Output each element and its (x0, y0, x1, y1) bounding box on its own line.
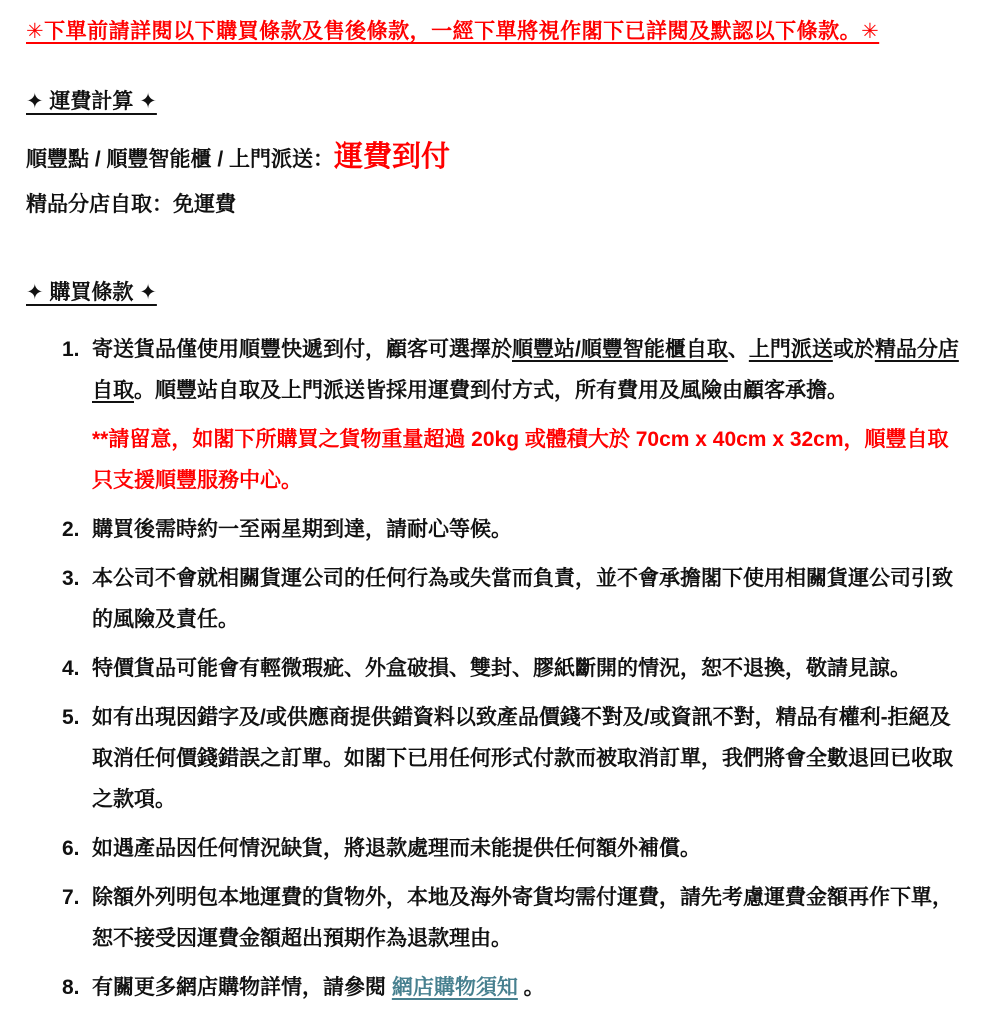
term-1-number: 1. (62, 338, 80, 361)
term-8-text-post: 。 (517, 976, 545, 999)
term-6-number: 6. (62, 837, 80, 860)
term-item-3 (26, 558, 969, 640)
purchase-terms-heading: ✦ 購買條款 ✦ (26, 281, 157, 304)
purchase-terms-section (26, 279, 969, 307)
term-8-body (92, 967, 969, 1008)
door-delivery-underlined: 上門派送 (748, 338, 833, 361)
sf-station-pickup-underlined: 順豐站/順豐智能櫃自取 (512, 338, 728, 361)
term-6-text: 如遇產品因任何情況缺貨，將退款處理而未能提供任何額外補償。 (92, 837, 701, 860)
freight-collect-value: 運費到付 (334, 141, 451, 173)
term-item-7 (26, 877, 969, 959)
pre-order-notice: ✳下單前請詳閱以下購買條款及售後條款，一經下單將視作閣下已詳閱及默認以下條款。✳ (26, 20, 880, 43)
term-8-number: 8. (62, 976, 80, 999)
term-2-text: 購買後需時約一至兩星期到達，請耐心等候。 (92, 518, 512, 541)
term-item-5 (26, 697, 969, 820)
online-shop-guide-link[interactable]: 網店購物須知 (391, 976, 518, 999)
term-7-text: 除額外列明包本地運費的貨物外，本地及海外寄貨均需付運費，請先考慮運費金額再作下單，恕不接受因運費金額超出預期作為退款理由。 (92, 886, 953, 950)
term-item-1 (26, 329, 969, 501)
term-5-text: 如有出現因錯字及/或供應商提供錯資料以致產品價錢不對及/或資訊不對，精品有權利-拒絕及取消任何價錢錯誤之訂單。如閣下已用任何形式付款而被取消訂單，我們將會全數退回已收取之款項。 (92, 706, 953, 811)
weight-limit-note: **請留意，如閣下所購買之貨物重量超過 20kg 或體積大於 70cm x 40cm x 32cm，順豐自取只支援順豐服務中心。 (92, 428, 949, 492)
term-3-text: 本公司不會就相關貨運公司的任何行為或失當而負責，並不會承擔閣下使用相關貨運公司引致的風險及責任。 (92, 567, 953, 631)
term-1-body (92, 329, 969, 501)
term-item-6 (26, 828, 969, 869)
term-5-number: 5. (62, 706, 80, 729)
shipping-methods-label: 順豐點 / 順豐智能櫃 / 上門派送： (26, 148, 335, 171)
term-item-4 (26, 648, 969, 689)
term-1-text-b: 。順豐站自取及上門派送皆採用運費到付方式，所有費用及風險由顧客承擔。 (134, 379, 848, 402)
term-1-text-mid: 或於 (832, 338, 875, 361)
terms-list (26, 329, 969, 1008)
shipping-methods-line (26, 140, 969, 177)
shipping-section (26, 46, 969, 116)
term-4-text: 特價貨品可能會有輕微瑕疵、外盒破損、雙封、膠紙斷開的情況，恕不退換，敬請見諒。 (92, 657, 911, 680)
term-8-text-pre: 有關更多網店購物詳情，請參閱 (92, 976, 392, 999)
term-1-text-a: 寄送貨品僅使用順豐快遞到付，顧客可選擇於 (92, 338, 512, 361)
store-pickup-line: 精品分店自取：免運費 (26, 193, 236, 216)
term-2-number: 2. (62, 518, 80, 541)
term-1-separator: 、 (727, 338, 749, 361)
term-item-8 (26, 967, 969, 1008)
store-pickup-underlined: 精品分店自取 (92, 338, 959, 402)
term-7-number: 7. (62, 886, 80, 909)
term-item-2 (26, 509, 969, 550)
shipping-fee-heading: ✦ 運費計算 ✦ (26, 90, 157, 113)
term-4-number: 4. (62, 657, 80, 680)
term-3-number: 3. (62, 567, 80, 590)
